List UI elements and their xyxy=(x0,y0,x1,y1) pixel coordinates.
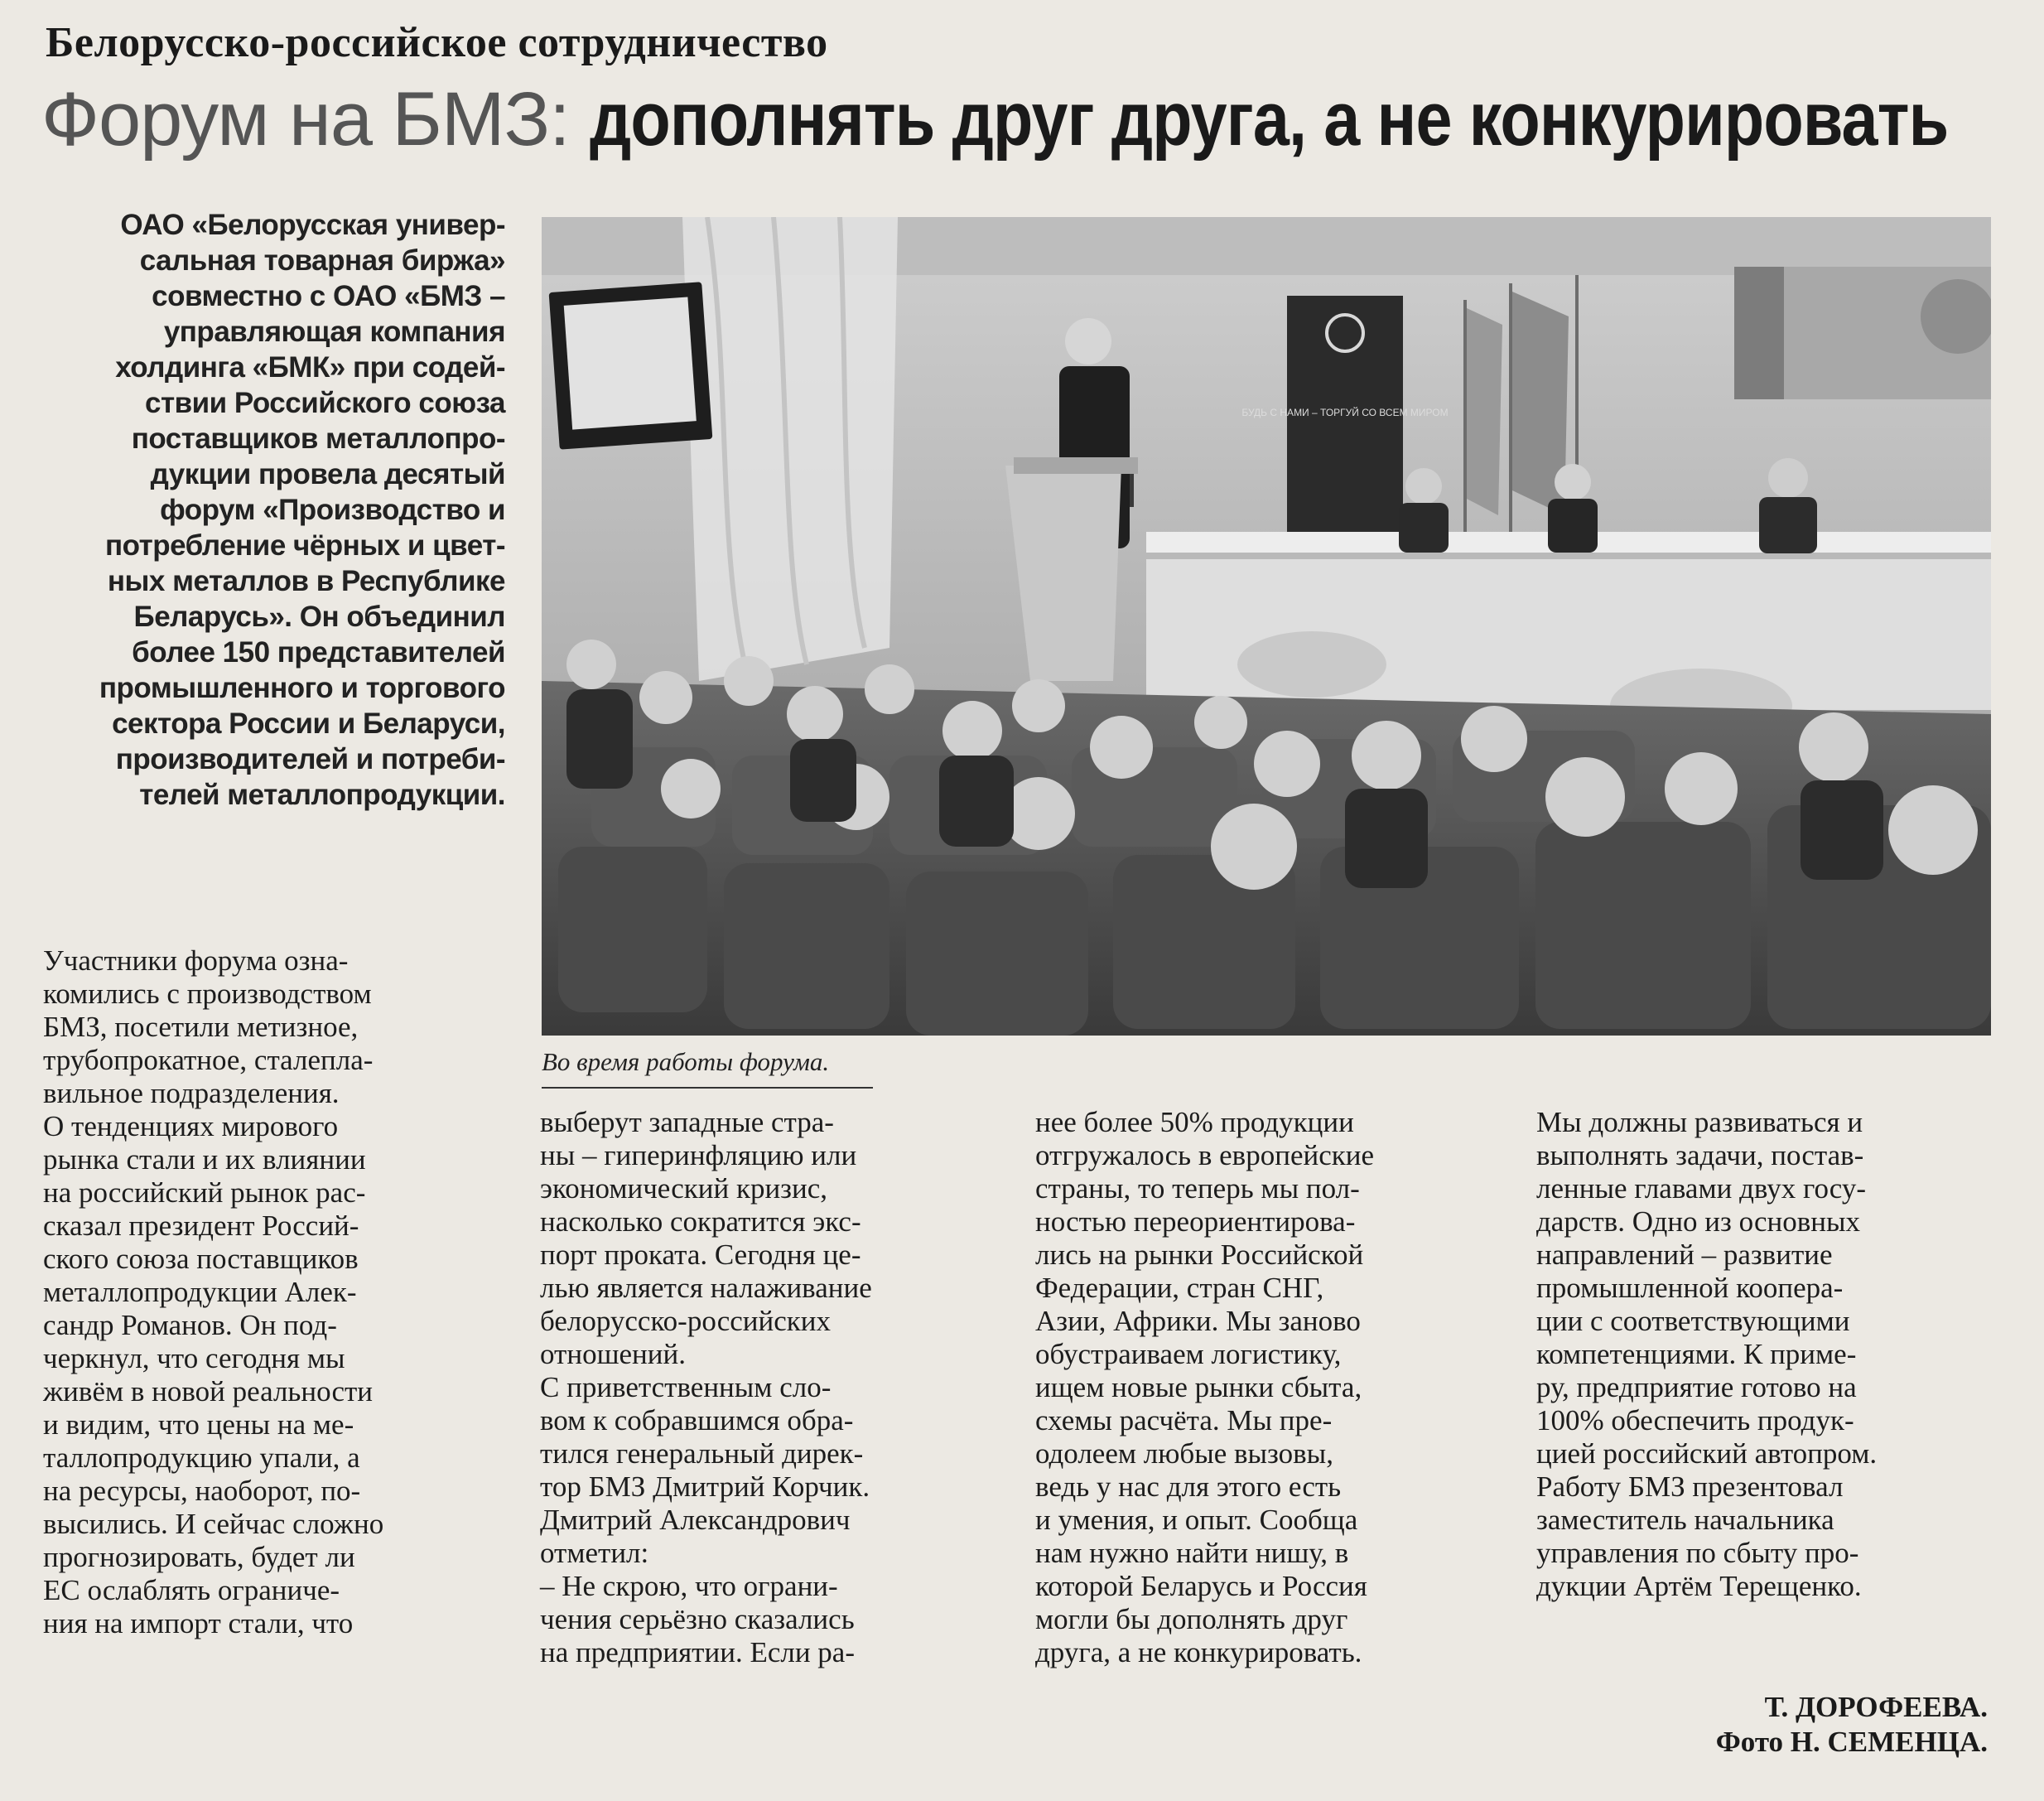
headline-part-1: Форум на БМЗ: xyxy=(41,77,591,162)
article-column-3: нее более 50% продукции отгружалось в европейские страны, то теперь мы пол- ностью переориентирова- лись на рынки Российской Федерации, стран СНГ, Азии, Африки. Мы заново обустраиваем логистику, ищем новые рынки сбыта, схемы расчёта. Мы пре- одолеем любые вызовы, ведь у нас для этого есть и умения, и опыт. Сообща нам нужно найти нишу, в которой Беларусь и Россия могли бы дополнять друг друга, а не конкурировать. xyxy=(1035,1106,1375,1668)
lead-paragraph: ОАО «Белорусская универ- сальная товарная биржа» совместно с ОАО «БМЗ – управляющая компания холдинга «БМК» при содей- ствии Российского союза поставщиков металлопро- дукции провела десятый форум «Производство и потребление чёрных и цвет- ных металлов в Республике Беларусь». Он объединил более 150 представителей промышленного и торгового сектора России и Беларуси, производителей и потреби- телей металлопродукции. xyxy=(99,209,505,811)
headline-part-2: дополнять друг друга, а не конкурировать xyxy=(590,77,1949,162)
forum-photo xyxy=(542,217,1991,1036)
byline xyxy=(1716,1690,1988,1760)
caption-rule xyxy=(542,1087,873,1089)
photo-credit: Фото Н. СЕМЕНЦА. xyxy=(1715,1726,1988,1758)
photo-caption: Во время работы форума. xyxy=(542,1047,830,1076)
article-column-2: выберут западные стра- ны – гиперинфляцию или экономический кризис, насколько сократится экс- порт проката. Сегодня це- лью является налаживание белорусско-российских отношений. С приветственным сло- вом к собравшимся обра- тился генеральный дирек- тор БМЗ Дмитрий Корчик. Дмитрий Александрович отметил: – Не скрою, что ограни- чения серьёзно сказались на предприятии. Если ра- xyxy=(540,1106,872,1668)
banner-slogan: БУДЬ С НАМИ – ТОРГУЙ СО ВСЕМ МИРОМ xyxy=(1241,407,1449,418)
article-column-1: Участники форума озна- комились с производством БМЗ, посетили метизное, трубопрокатное, сталепла- вильное подразделения. О тенденциях мирового рынка стали и их влиянии на российский рынок рас- сказал президент Россий- ского союза поставщиков металлопродукции Алек- сандр Романов. Он под- черкнул, что сегодня мы живём в новой реальности и видим, что цены на ме- таллопродукцию упали, а на ресурсы, наоборот, по- высились. И сейчас сложно прогнозировать, будет ли ЕС ослаблять ограниче- ния на импорт стали, что xyxy=(43,944,384,1639)
rubric: Белорусско-российское сотрудничество xyxy=(46,19,828,66)
headline xyxy=(41,77,2044,162)
article-column-4: Мы должны развиваться и выполнять задачи, постав- ленные главами двух госу- дарств. Одно из основных направлений – развитие промышленной коопера- ции с соответствующими компетенциями. К приме- ру, предприятие готово на 100% обеспечить продук- цией российский автопром. Работу БМЗ презентовал заместитель начальника управления по сбыту про- дукции Артём Терещенко. xyxy=(1536,1106,1878,1602)
author-name: Т. ДОРОФЕЕВА. xyxy=(1764,1691,1988,1723)
